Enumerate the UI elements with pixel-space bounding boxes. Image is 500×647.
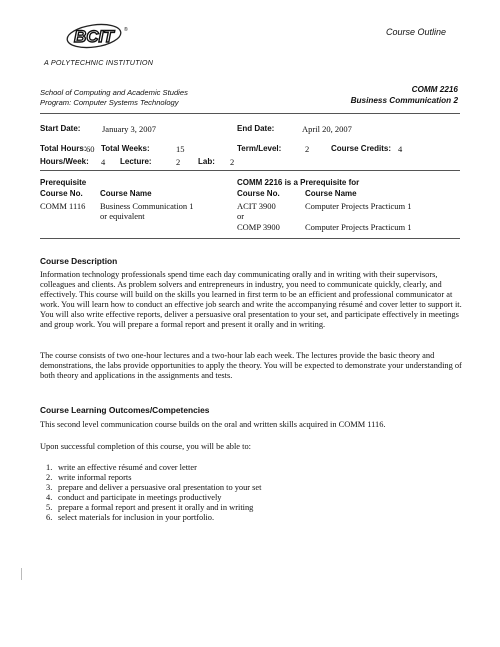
list-item — [46, 513, 261, 523]
col-course-no: Course No. — [40, 189, 83, 198]
col-course-name: Course Name — [305, 189, 357, 198]
hours-week-label: Hours/Week: — [40, 157, 89, 166]
divider — [40, 170, 460, 171]
item-number: 3. — [46, 482, 53, 492]
item-number: 4. — [46, 492, 53, 502]
term-level: 2 — [305, 144, 310, 154]
program-name: Program: Computer Systems Technology — [40, 98, 179, 107]
doc-type: Course Outline — [386, 27, 447, 37]
divider — [40, 238, 460, 239]
school-name: School of Computing and Academic Studies — [40, 88, 188, 97]
outcomes-intro: Upon successful completion of this course, you will be able to: — [40, 442, 251, 451]
course-code: COMM 2216 — [411, 85, 458, 94]
item-number: 5. — [46, 502, 53, 512]
lab-label: Lab: — [198, 157, 215, 166]
item-number: 2. — [46, 472, 53, 482]
item-text: conduct and participate in meetings productively — [58, 492, 222, 502]
end-date: April 20, 2007 — [302, 124, 352, 134]
prereq-course-no: COMM 1116 — [40, 201, 86, 211]
outcomes-heading: Course Learning Outcomes/Competencies — [40, 405, 210, 415]
total-hours-label: Total Hours: — [40, 144, 87, 153]
divider — [40, 113, 460, 114]
total-hours: 60 — [86, 144, 95, 154]
lecture-hours: 2 — [176, 157, 181, 167]
bcit-logo — [66, 23, 130, 49]
item-text: prepare and deliver a persuasive oral presentation to your set — [58, 482, 262, 492]
list-item — [46, 483, 261, 493]
term-level-label: Term/Level: — [237, 144, 282, 153]
description-paragraph: Information technology professionals spend time each day communicating orally and in writing with their supervisors, colleagues and clients. As problem solvers and entrepreneurs in industry, you need to communicate quickly, clearly, and effectively. This course will build on the skills you learned in first term to be an efficient and professional communicator at work. You will learn how to conduct an effective job search and write the accompanying résumé and cover letter to support it. You will also write effective reports, deliver a persuasive oral presentation to your set, and participate effectively in meetings and group work. You will prepare a formal report and present it orally and in writing. — [40, 270, 462, 329]
prerequisite-title: Prerequisite — [40, 178, 87, 187]
description-paragraph: The course consists of two one-hour lectures and a two-hour lab each week. The lectures provide the basic theory and demonstrations, the labs provide opportunities to apply the theory. You will be expected to demonstrate your understanding of both theory and applications in the assignments and tests. — [40, 351, 462, 380]
svg-text:BCIT: BCIT — [74, 27, 114, 46]
outcomes-intro: This second level communication course builds on the oral and written skills acquired in COMM 1116. — [40, 420, 386, 429]
list-item — [46, 493, 261, 503]
lecture-label: Lecture: — [120, 157, 152, 166]
followup-course-name: Computer Projects Practicum 1 — [305, 222, 412, 232]
item-number: 1. — [46, 463, 53, 472]
followup-course-no: COMP 3900 — [237, 222, 280, 232]
list-item — [46, 503, 261, 513]
list-item — [46, 463, 261, 473]
item-text: select materials for inclusion in your portfolio. — [58, 512, 215, 522]
course-credits: 4 — [398, 144, 403, 154]
followup-or: or — [237, 211, 245, 221]
tagline: A POLYTECHNIC INSTITUTION — [44, 58, 154, 67]
followup-course-name: Computer Projects Practicum 1 — [305, 201, 412, 211]
prereq-course-name-alt: or equivalent — [100, 211, 145, 221]
col-course-name: Course Name — [100, 189, 152, 198]
end-date-label: End Date: — [237, 124, 275, 133]
item-text: prepare a formal report and present it orally and in writing — [58, 502, 254, 512]
start-date-label: Start Date: — [40, 124, 81, 133]
item-number: 6. — [46, 512, 53, 522]
followup-course-no: ACIT 3900 — [237, 201, 276, 211]
item-text: write an effective résumé and cover letter — [58, 463, 197, 472]
total-weeks-label: Total Weeks: — [101, 144, 150, 153]
start-date: January 3, 2007 — [102, 124, 157, 134]
description-heading: Course Description — [40, 256, 118, 266]
prereq-course-name: Business Communication 1 — [100, 201, 194, 211]
prerequisite-for-title: COMM 2216 is a Prerequisite for — [237, 178, 360, 187]
course-credits-label: Course Credits: — [331, 144, 392, 153]
list-item — [46, 473, 261, 483]
scan-mark — [21, 568, 22, 580]
svg-text:®: ® — [124, 27, 128, 33]
item-text: write informal reports — [58, 472, 132, 482]
total-weeks: 15 — [176, 144, 185, 154]
hours-week: 4 — [101, 157, 106, 167]
outcomes-list — [46, 463, 261, 522]
course-title: Business Communication 2 — [350, 96, 458, 105]
col-course-no: Course No. — [237, 189, 280, 198]
lab-hours: 2 — [230, 157, 235, 167]
